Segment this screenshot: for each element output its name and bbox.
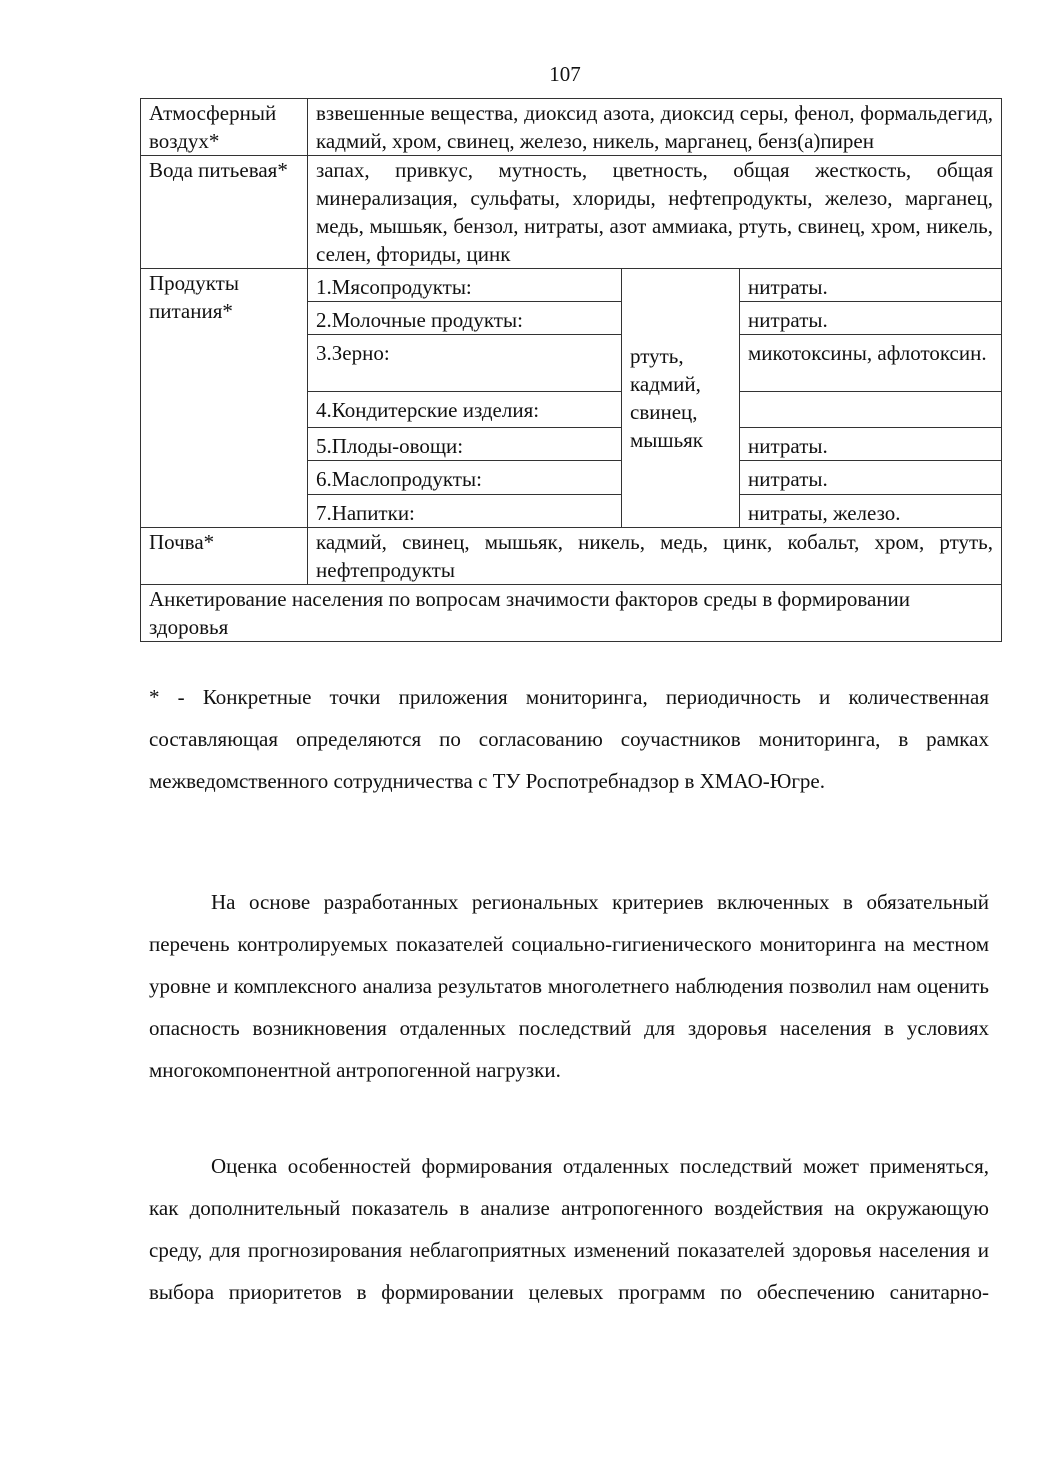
table-row-air <box>141 99 1002 156</box>
table-row-survey <box>141 585 1002 642</box>
monitoring-table <box>140 98 1002 642</box>
food-item-extra: нитраты. <box>740 461 1002 495</box>
table-row-water <box>141 156 1002 269</box>
content-air: взвешенные вещества, диоксид азота, диоксид серы, фенол, формальдегид, кадмий, хром, свинец, железо, никель, марганец, бенз(а)пирен <box>308 99 1002 156</box>
food-item-extra: нитраты. <box>740 428 1002 461</box>
food-common-metals: ртуть, кадмий, свинец, мышьяк <box>622 269 740 528</box>
food-item-name: 1.Мясопродукты: <box>308 269 622 302</box>
body-paragraph-2: Оценка особенностей формирования отдаленных последствий может применяться, как дополнительный показатель в анализе антропогенного воздействия на окружающую среду, для прогнозирования неблагоприятных изменений показателей здоровья населения и выбора приоритетов в формировании целевых программ по обеспечению санитарно- <box>149 1154 989 1304</box>
food-item-name: 4.Кондитерские изделия: <box>308 392 622 428</box>
food-item-name: 6.Маслопродукты: <box>308 461 622 495</box>
food-item-name: 2.Молочные продукты: <box>308 302 622 335</box>
content-water: запах, привкус, мутность, цветность, общая жесткость, общая минерализация, сульфаты, хлориды, нефтепродукты, железо, марганец, медь, мышьяк, бензол, нитраты, азот аммиака, ртуть, свинец, хром, никель, селен, фториды, цинк <box>308 156 1002 269</box>
table-row-soil <box>141 528 1002 585</box>
food-item-name: 5.Плоды-овощи: <box>308 428 622 461</box>
food-item-extra <box>740 392 1002 428</box>
food-item-extra: нитраты. <box>740 302 1002 335</box>
food-item-extra: нитраты, железо. <box>740 495 1002 528</box>
food-item-extra: микотоксины, афлотоксин. <box>740 335 1002 392</box>
body-paragraph-1: На основе разработанных региональных критериев включенных в обязательный перечень контролируемых показателей социально-гигиенического мониторинга на местном уровне и комплексного анализа результатов многолетнего наблюдения позволил нам оценить опасность возникновения отдаленных последствий для здоровья населения в условиях многокомпонентной антропогенной нагрузки. <box>149 890 989 1082</box>
food-item-extra: нитраты. <box>740 269 1002 302</box>
page-number: 107 <box>549 62 581 86</box>
category-soil: Почва* <box>141 528 308 585</box>
food-item-name: 7.Напитки: <box>308 495 622 528</box>
content-soil: кадмий, свинец, мышьяк, никель, медь, цинк, кобальт, хром, ртуть, нефтепродукты <box>308 528 1002 585</box>
category-food: Продукты питания* <box>141 269 308 528</box>
table-footnote: * - Конкретные точки приложения мониторинга, периодичность и количественная составляющая определяются по согласованию соучастников мониторинга, в рамках межведомственного сотрудничества с ТУ Роспотребнадзор в ХМАО-Югре. <box>149 685 989 793</box>
table-row-food-1 <box>141 269 1002 302</box>
survey-row: Анкетирование населения по вопросам значимости факторов среды в формировании здоровья <box>141 585 1002 642</box>
category-water: Вода питьевая* <box>141 156 308 269</box>
category-air: Атмосферный воздух* <box>141 99 308 156</box>
food-item-name: 3.Зерно: <box>308 335 622 392</box>
